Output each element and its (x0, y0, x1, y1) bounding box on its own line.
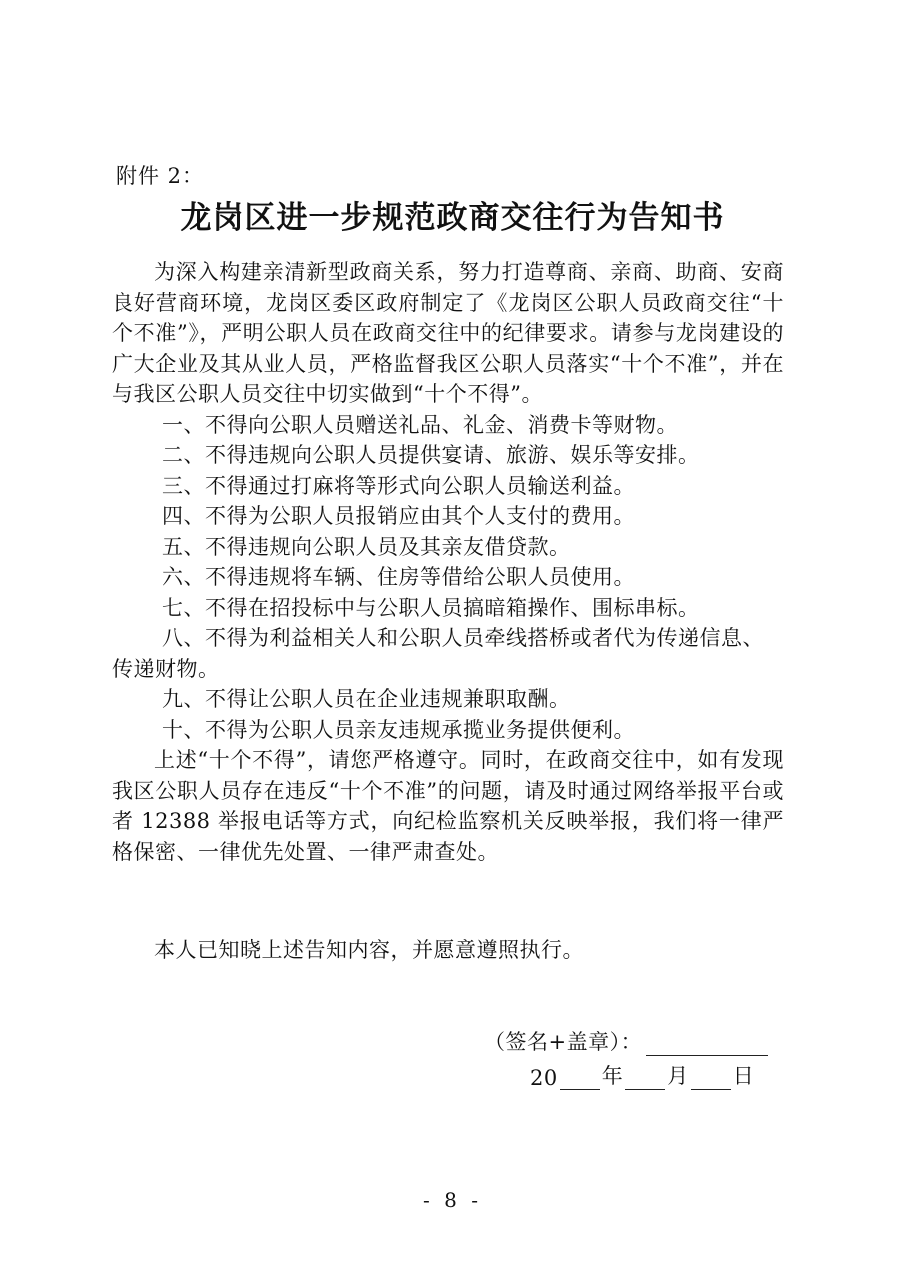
signature-label: （签名+盖章）： (484, 1030, 643, 1054)
date-prefix: 20 (530, 1066, 558, 1090)
list-item: 一、不得向公职人员赠送礼品、礼金、消费卡等财物。 (162, 412, 678, 437)
acknowledgement-text: 本人已知晓上述告知内容，并愿意遵照执行。 (154, 938, 584, 962)
year-label: 年 (601, 1064, 624, 1088)
list-item: 八、不得为利益相关人和公职人员牵线搭桥或者代为传递信息、传递财物。 (112, 626, 764, 681)
year-blank (560, 1067, 600, 1090)
document-body (112, 257, 784, 867)
document-title: 龙岗区进一步规范政商交往行为告知书 (180, 200, 725, 236)
month-blank (625, 1067, 665, 1090)
list-item: 二、不得违规向公职人员提供宴请、旅游、娱乐等安排。 (162, 443, 700, 467)
list-item: 三、不得通过打麻将等形式向公职人员输送利益。 (162, 473, 635, 498)
list-item: 九、不得让公职人员在企业违规兼职取酬。 (162, 687, 571, 711)
list-item: 六、不得违规将车辆、住房等借给公职人员使用。 (162, 565, 635, 589)
closing-paragraph: 上述“十个不得”，请您严格遵守。同时，在政商交往中，如有发现我区公职人员存在违反“十个不准”的问题，请及时通过网络举报平台或者 12388 举报电话等方式，向纪检监察机关反映举报，我们将一律严格保密、一律优先处置、一律严肃查处。 (112, 748, 784, 864)
list-item: 十、不得为公职人员亲友违规承揽业务提供便利。 (162, 717, 635, 742)
date-row (530, 1060, 754, 1090)
signature-line (646, 1033, 768, 1056)
list-item: 七、不得在招投标中与公职人员搞暗箱操作、围标串标。 (162, 595, 700, 620)
page-number: - 8 - (423, 1188, 482, 1212)
intro-paragraph: 为深入构建亲清新型政商关系，努力打造尊商、亲商、助商、安商良好营商环境，龙岗区委区政府制定了《龙岗区公职人员政商交往“十个不准”》，严明公职人员在政商交往中的纪律要求。请参与龙岗建设的广大企业及其从业人员，严格监督我区公职人员落实“十个不准”，并在与我区公职人员交往中切实做到“十个不得”。 (112, 260, 784, 406)
list-item: 四、不得为公职人员报销应由其个人支付的费用。 (162, 504, 635, 528)
day-blank (691, 1067, 731, 1090)
signature-row (484, 1026, 768, 1056)
day-label: 日 (732, 1064, 755, 1088)
month-label: 月 (667, 1064, 689, 1088)
attachment-label: 附件 2： (116, 164, 205, 188)
list-item: 五、不得违规向公职人员及其亲友借贷款。 (162, 534, 571, 559)
